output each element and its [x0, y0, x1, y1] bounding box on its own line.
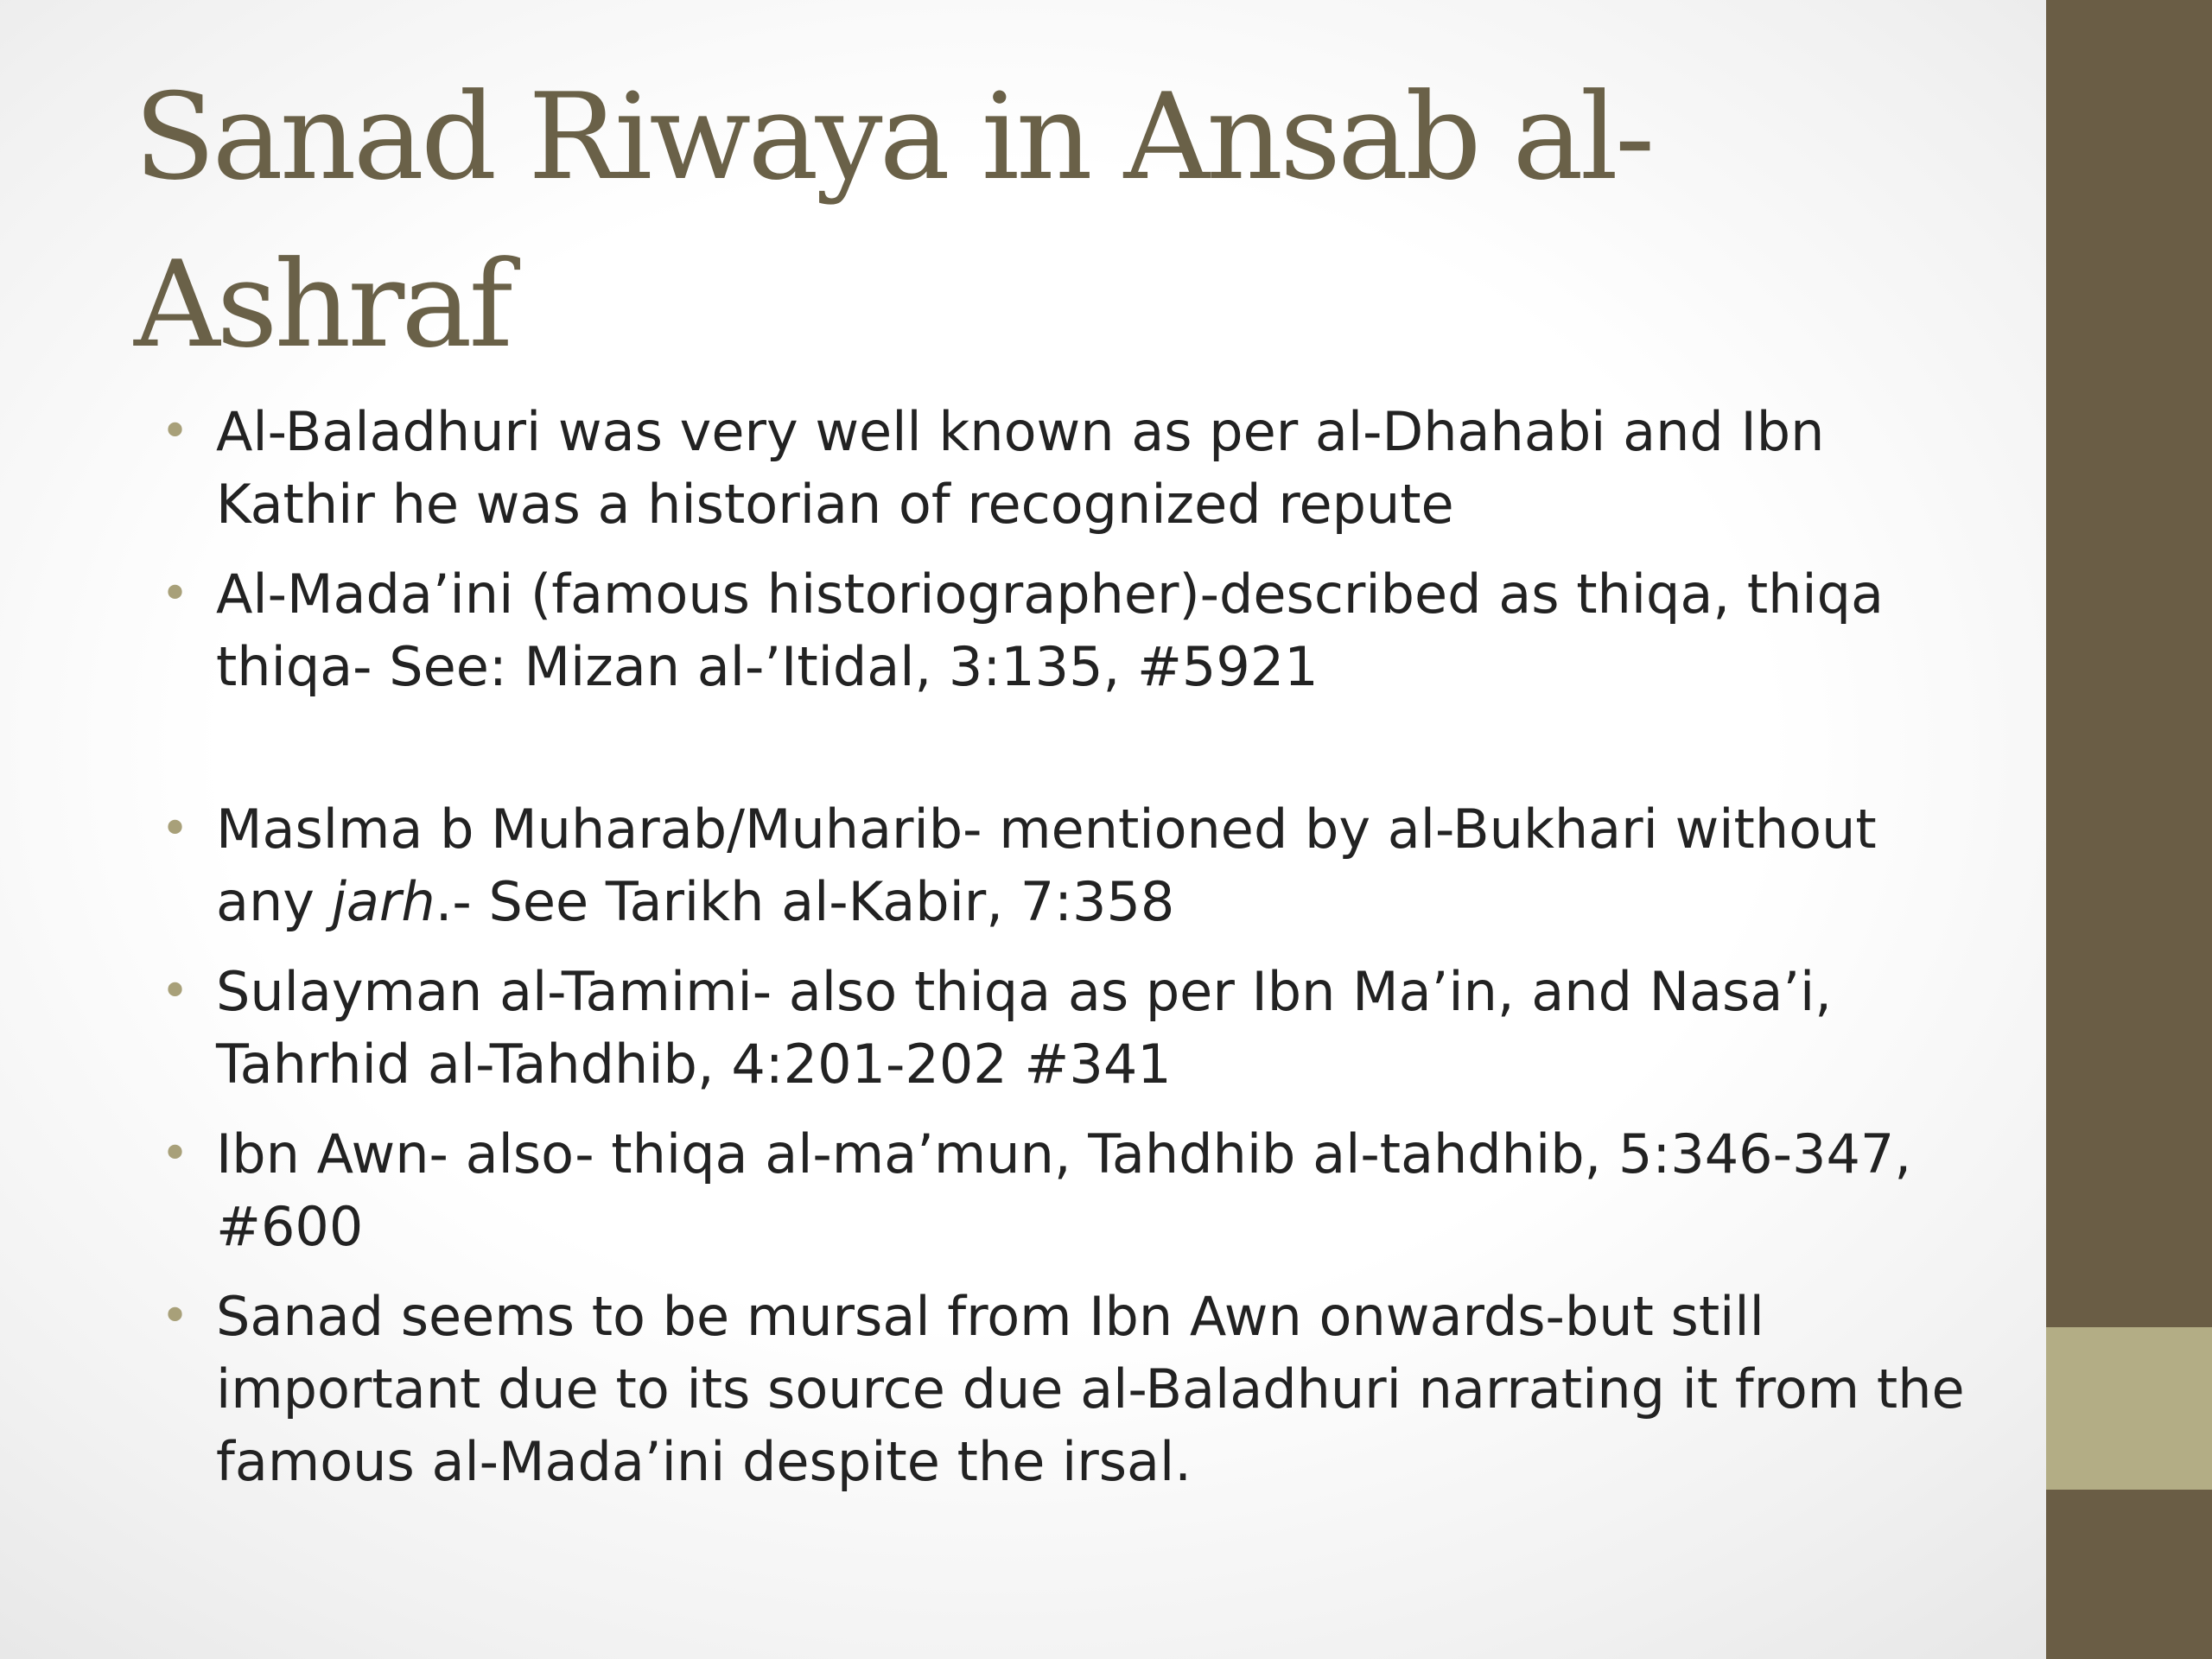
- bullet-dot-icon: •: [161, 566, 190, 622]
- bullet-text-italic: jarh: [331, 870, 435, 933]
- bullet-dot-icon: •: [161, 1126, 190, 1182]
- bullet-dot-icon: •: [161, 801, 190, 857]
- bullet-dot-icon: •: [161, 404, 190, 460]
- bullet-item: [161, 1281, 1979, 1498]
- bullet-text: Sanad seems to be mursal from Ibn Awn onwards-but still important due to its source due al-Baladhuri narrating it from the famous al-Mada’ini despite the irsal.: [216, 1285, 1965, 1493]
- right-band-accent: [2046, 1327, 2212, 1490]
- bullet-item: [161, 1118, 1979, 1263]
- bullet-dot-icon: •: [161, 1288, 190, 1344]
- bullet-text: [216, 798, 1877, 933]
- bullet-item: [161, 396, 1979, 541]
- bullet-text: Al-Mada’ini (famous historiographer)-described as thiqa, thiqa thiqa- See: Mizan al-’Itidal, 3:135, #5921: [216, 563, 1884, 698]
- slide-title: Sanad Riwaya in Ansab al-Ashraf: [134, 67, 1652, 374]
- bullet-text: Sulayman al-Tamimi- also thiqa as per Ibn Ma’in, and Nasa’i, Tahrhid al-Tahdhib, 4:201-202 #341: [216, 960, 1832, 1096]
- bullet-text-part: .- See Tarikh al-Kabir, 7:358: [435, 870, 1175, 933]
- bullet-text: Ibn Awn- also- thiqa al-ma’mun, Tahdhib al-tahdhib, 5:346-347, #600: [216, 1122, 1912, 1258]
- bullet-item: [161, 558, 1979, 703]
- bullet-list: [161, 396, 1979, 1516]
- bullet-dot-icon: •: [161, 963, 190, 1020]
- bullet-text-part: Maslma b Muharab/Muharib- mentioned by al-Bukhari without any: [216, 798, 1877, 933]
- bullet-text: Al-Baladhuri was very well known as per al-Dhahabi and Ibn Kathir he was a historian of recognized repute: [216, 400, 1825, 536]
- bullet-item: [161, 793, 1979, 938]
- bullet-item: [161, 956, 1979, 1101]
